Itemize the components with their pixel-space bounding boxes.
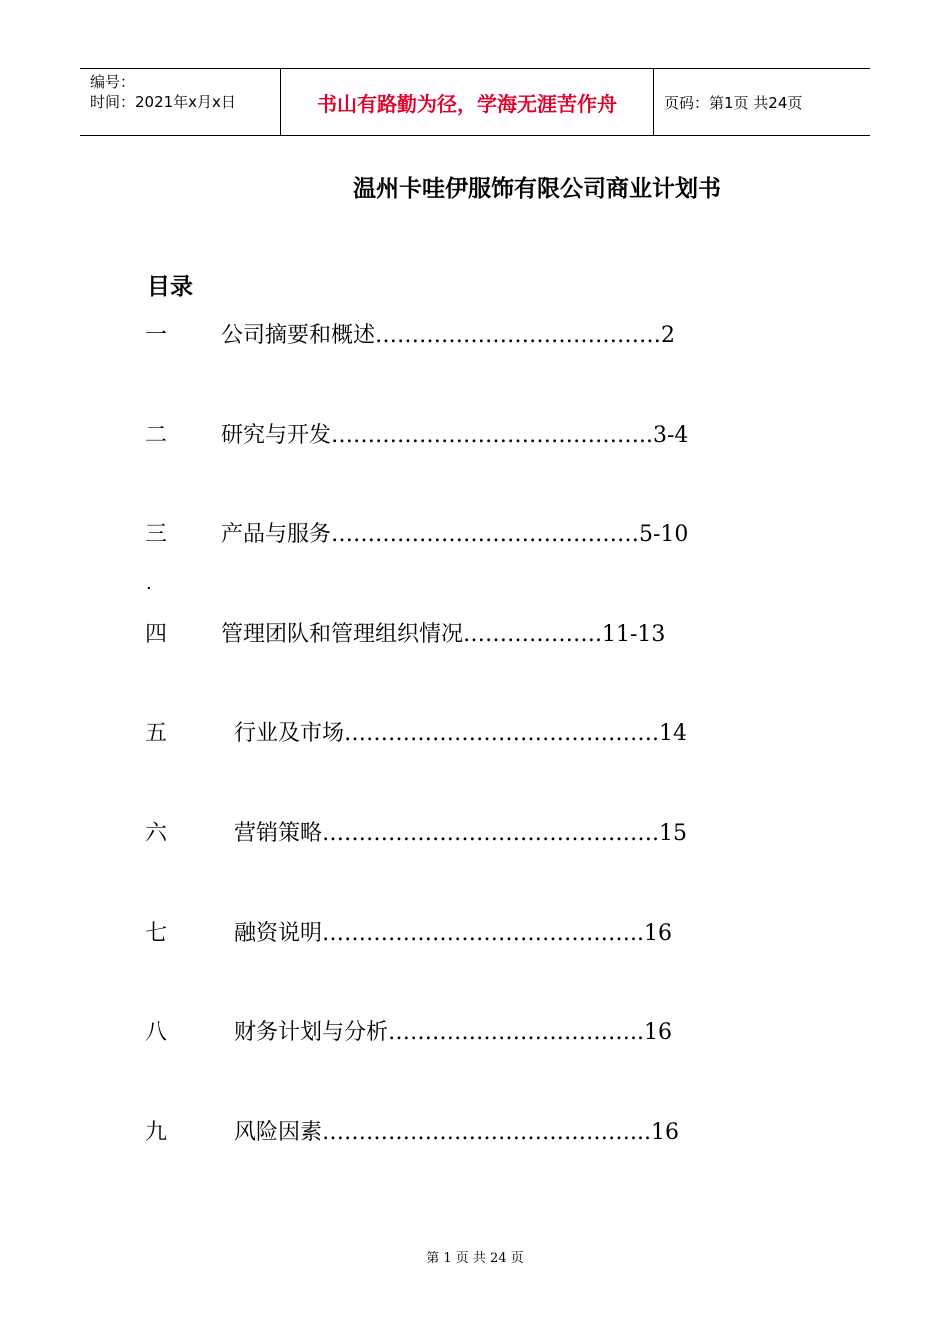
toc-item-number: 二 (145, 423, 168, 448)
toc-item-text: 管理团队和管理组织情况……………….11-13 (221, 622, 666, 647)
toc-item-number: 六 (145, 821, 168, 846)
toc-item-number: 五 (145, 721, 168, 746)
toc-item-text: 行业及市场…………………………………….14 (234, 721, 687, 746)
toc-item-text: 风险因素……………………………………...16 (234, 1120, 679, 1145)
toc-item-number: 七 (145, 921, 168, 946)
stray-mark: . (146, 573, 152, 594)
toc-item-number: 九 (145, 1120, 168, 1145)
serial-label: 编号： (90, 73, 136, 91)
toc-item-number: 一 (145, 323, 168, 348)
page-footer: 第 1 页 共 24 页 (426, 1251, 524, 1266)
header-page-cell (654, 69, 870, 135)
toc-heading: 目录 (147, 274, 193, 300)
toc-item-text: 融资说明……………………………………..16 (234, 921, 672, 946)
toc-item-text: 产品与服务……………………………………5-10 (221, 522, 689, 547)
page-info: 页码：第1页 共24页 (664, 93, 803, 112)
header-motto-cell (281, 69, 654, 135)
header-meta-cell (80, 69, 281, 135)
toc-item-number: 三 (145, 522, 168, 547)
toc-item-number: 八 (145, 1020, 168, 1045)
toc-item-number: 四 (145, 622, 168, 647)
document-title: 温州卡哇伊服饰有限公司商业计划书 (353, 176, 721, 202)
toc-item-text: 营销策略……………………………………….15 (234, 821, 687, 846)
toc-item-text: 公司摘要和概述…………………………………2 (221, 323, 675, 348)
motto-text: 书山有路勤为径，学海无涯苦作舟 (317, 91, 617, 116)
page-header (80, 68, 870, 136)
time-label: 时间：2021年x月x日 (90, 93, 236, 111)
toc-item-text: 研究与开发……………………………………..3-4 (221, 423, 689, 448)
toc-item-text: 财务计划与分析……………………………..16 (234, 1020, 672, 1045)
